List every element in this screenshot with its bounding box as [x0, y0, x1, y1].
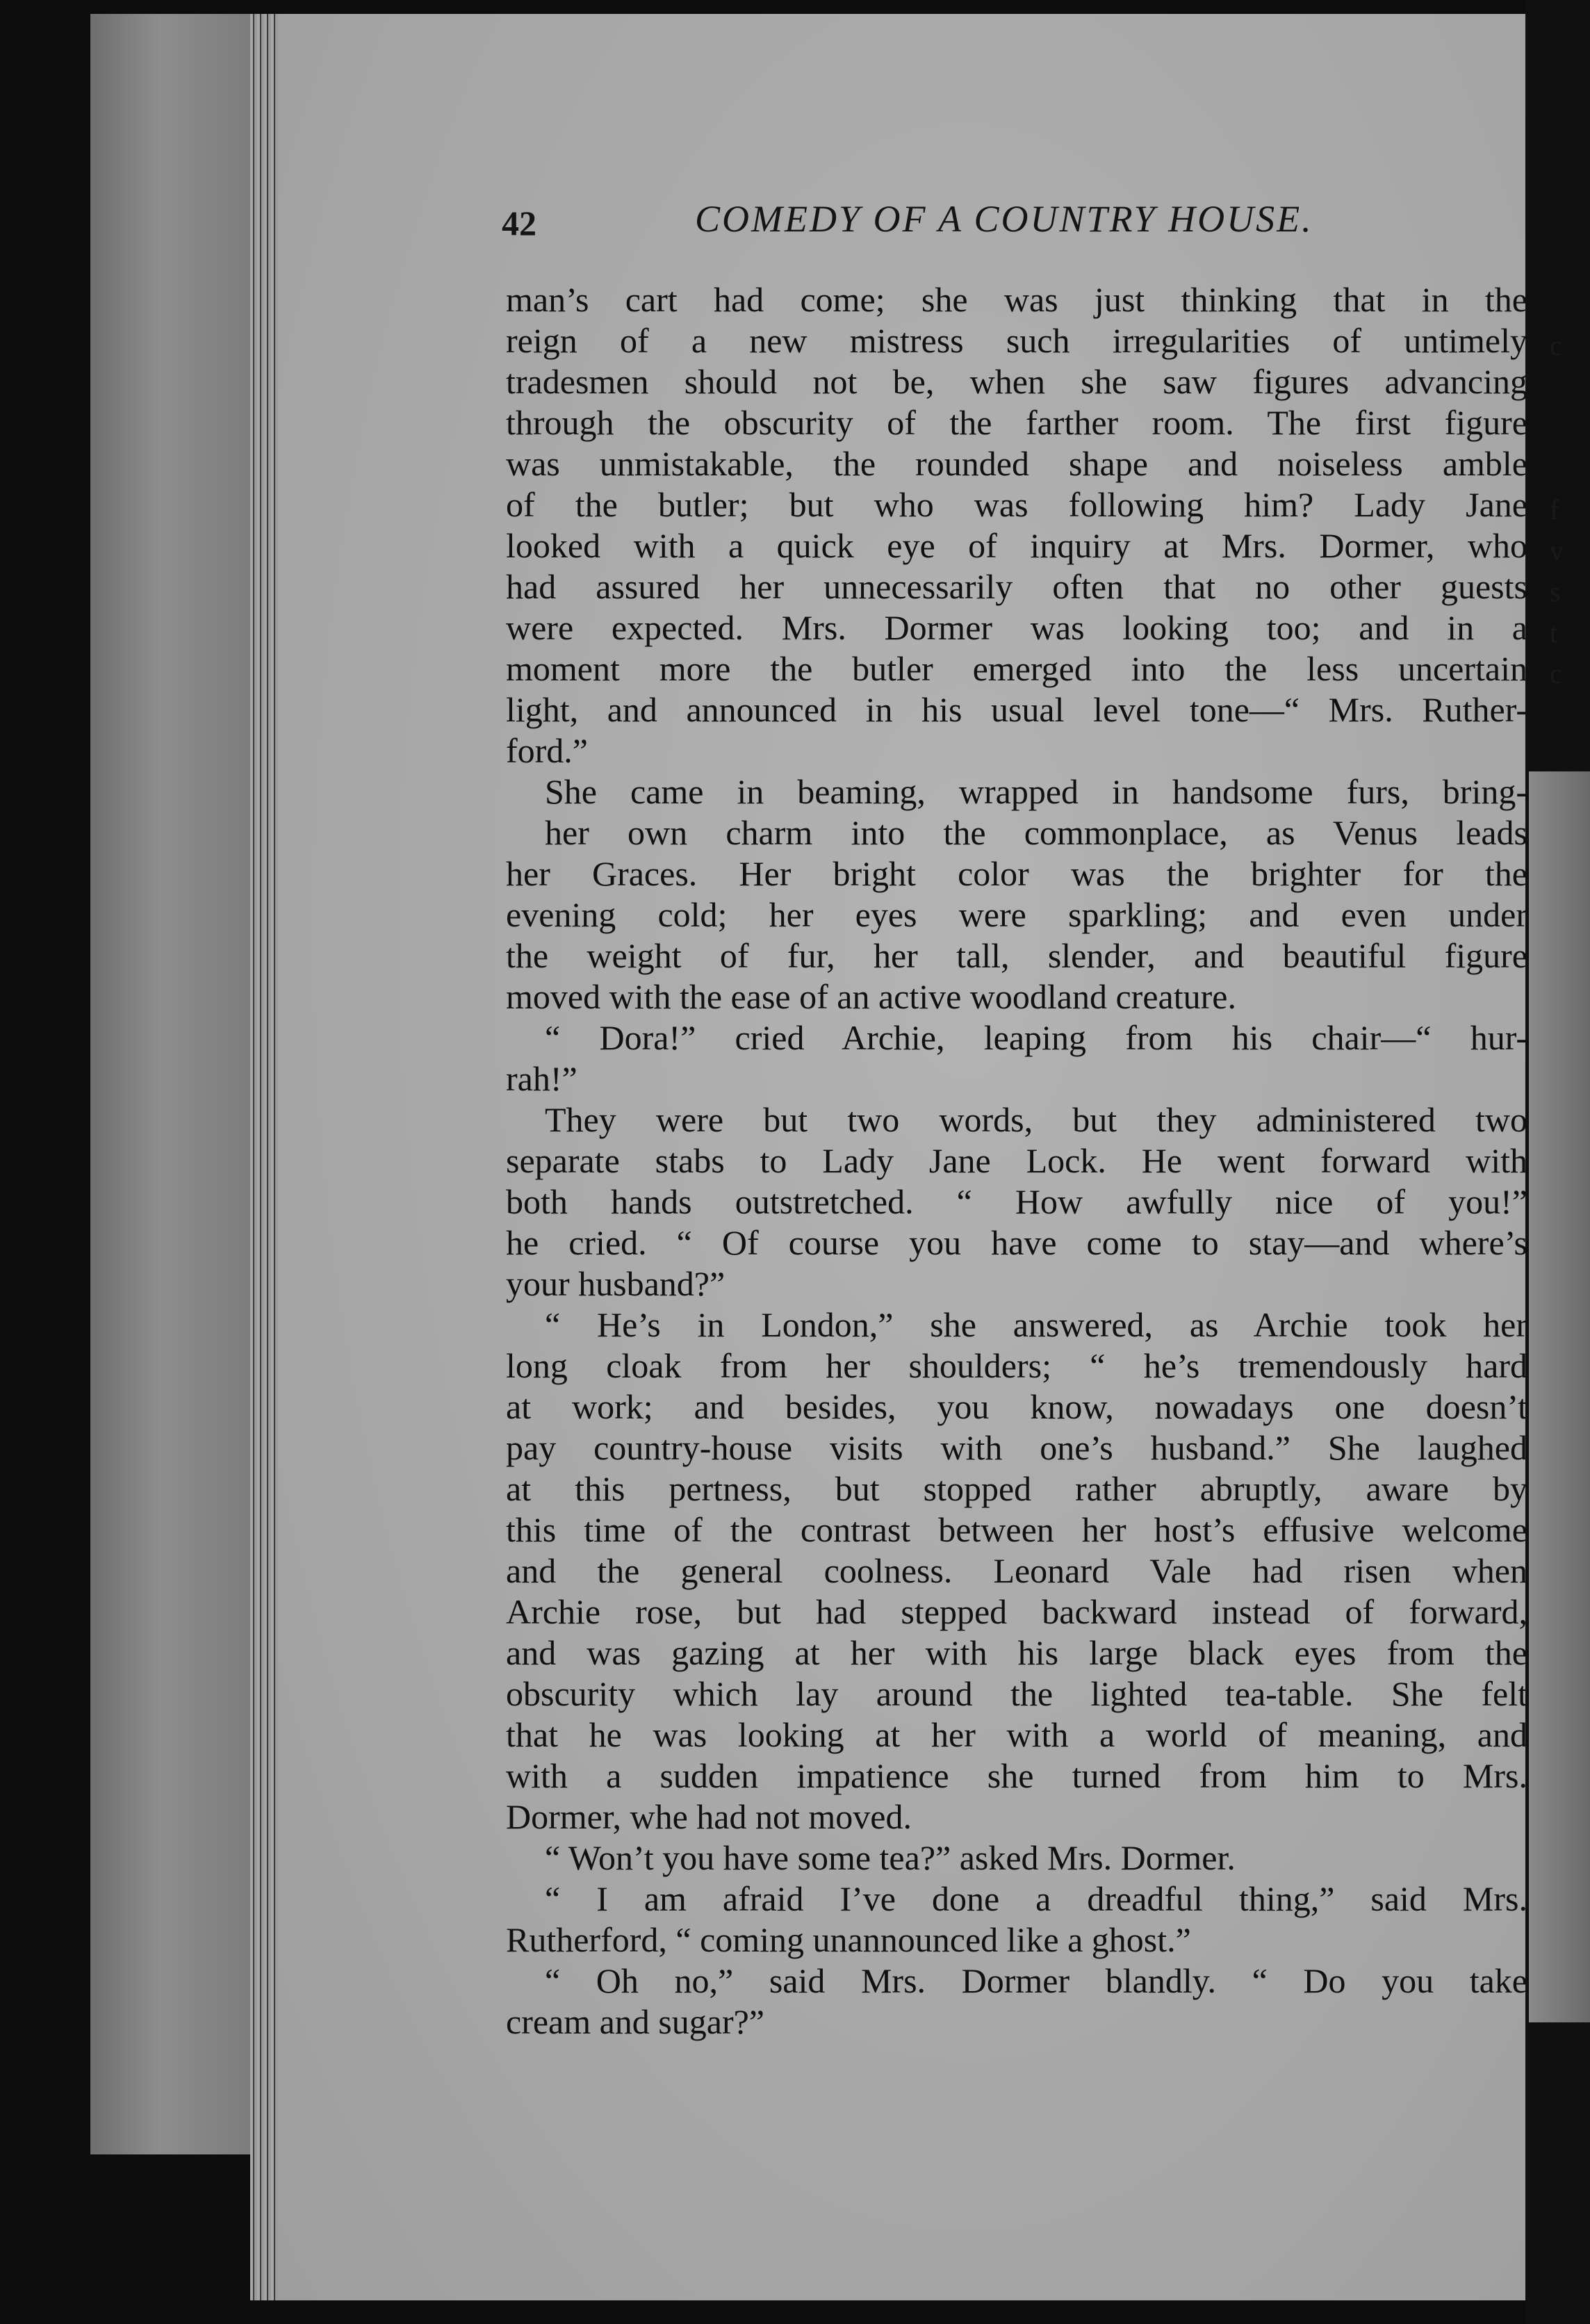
margin-letter: c	[1550, 330, 1562, 361]
margin-letter: s	[1550, 576, 1561, 607]
text-line: tradesmen should not be, when she saw figures advancing	[506, 362, 1527, 401]
text-line: They were but two words, but they administered two	[545, 1100, 1527, 1139]
text-line: her Graces. Her bright color was the brighter for the	[506, 854, 1527, 893]
facing-page-strip	[1529, 771, 1590, 2022]
text-line: “ I am afraid I’ve done a dreadful thing,” said Mrs.	[545, 1879, 1527, 1918]
margin-letter: f	[1550, 494, 1559, 525]
text-line: this time of the contrast between her host’s effusive welcome	[506, 1510, 1527, 1549]
text-line: moment more the butler emerged into the less uncertain	[506, 649, 1527, 688]
text-line: and the general coolness. Leonard Vale had risen when	[506, 1551, 1527, 1590]
margin-letter: t	[1550, 617, 1558, 648]
text-line: She came in beaming, wrapped in handsome furs, bring-	[545, 772, 1527, 811]
text-line: Archie rose, but had stepped backward instead of forward,	[506, 1592, 1527, 1631]
text-line: man’s cart had come; she was just thinking that in the	[506, 280, 1527, 319]
text-line: separate stabs to Lady Jane Lock. He went forward with	[506, 1141, 1527, 1180]
text-line: long cloak from her shoulders; “ he’s tremendously hard	[506, 1346, 1527, 1385]
underlying-pages	[90, 14, 266, 2154]
page-number: 42	[502, 204, 536, 243]
text-line: the weight of fur, her tall, slender, and beautiful figure	[506, 936, 1527, 975]
text-line: looked with a quick eye of inquiry at Mrs. Dormer, who	[506, 526, 1527, 565]
text-line: of the butler; but who was following him? Lady Jane	[506, 485, 1527, 524]
text-line: had assured her unnecessarily often that no other guests	[506, 567, 1527, 606]
text-line: through the obscurity of the farther room. The first figure	[506, 403, 1527, 442]
margin-letter: v	[1550, 535, 1564, 566]
body-text	[506, 279, 1527, 2043]
text-line: moved with the ease of an active woodland creature.	[506, 977, 1236, 1016]
text-line: reign of a new mistress such irregularities of untimely	[506, 321, 1527, 360]
text-line: at work; and besides, you know, nowadays one doesn’t	[506, 1387, 1527, 1426]
text-line: her own charm into the commonplace, as Venus leads	[545, 813, 1527, 852]
text-line: both hands outstretched. “ How awfully nice of you!”	[506, 1182, 1527, 1221]
text-line: “ Oh no,” said Mrs. Dormer blandly. “ Do you take	[545, 1961, 1527, 2000]
text-line: cream and sugar?”	[506, 2002, 764, 2041]
text-line: Dormer, whe had not moved.	[506, 1797, 912, 1836]
text-line: were expected. Mrs. Dormer was looking too; and in a	[506, 608, 1527, 647]
text-line: and was gazing at her with his large black eyes from the	[506, 1633, 1527, 1672]
running-title: COMEDY OF A COUNTRY HOUSE.	[695, 198, 1313, 240]
text-line: evening cold; her eyes were sparkling; and even under	[506, 895, 1527, 934]
page-header	[502, 197, 1350, 253]
text-line: that he was looking at her with a world of meaning, and	[506, 1715, 1527, 1754]
text-line: rah!”	[506, 1059, 577, 1098]
text-line: he cried. “ Of course you have come to stay—and where’s	[506, 1223, 1527, 1262]
text-line: “ Won’t you have some tea?” asked Mrs. Dormer.	[545, 1838, 1236, 1877]
text-line: your husband?”	[506, 1264, 726, 1303]
text-line: “ He’s in London,” she answered, as Archie took her	[545, 1305, 1527, 1344]
text-line: obscurity which lay around the lighted tea-table. She felt	[506, 1674, 1527, 1713]
text-line: pay country-house visits with one’s husband.” She laughed	[506, 1428, 1527, 1467]
text-line: with a sudden impatience she turned from him to Mrs.	[506, 1756, 1527, 1795]
text-line: at this pertness, but stopped rather abruptly, aware by	[506, 1469, 1527, 1508]
text-line: was unmistakable, the rounded shape and noiseless amble	[506, 444, 1527, 483]
text-line: Rutherford, “ coming unannounced like a ghost.”	[506, 1920, 1191, 1959]
margin-letter: c	[1550, 658, 1562, 689]
text-line: light, and announced in his usual level tone—“ Mrs. Ruther-	[506, 690, 1527, 729]
text-line: ford.”	[506, 731, 588, 770]
text-line: “ Dora!” cried Archie, leaping from his chair—“ hur-	[545, 1018, 1527, 1057]
